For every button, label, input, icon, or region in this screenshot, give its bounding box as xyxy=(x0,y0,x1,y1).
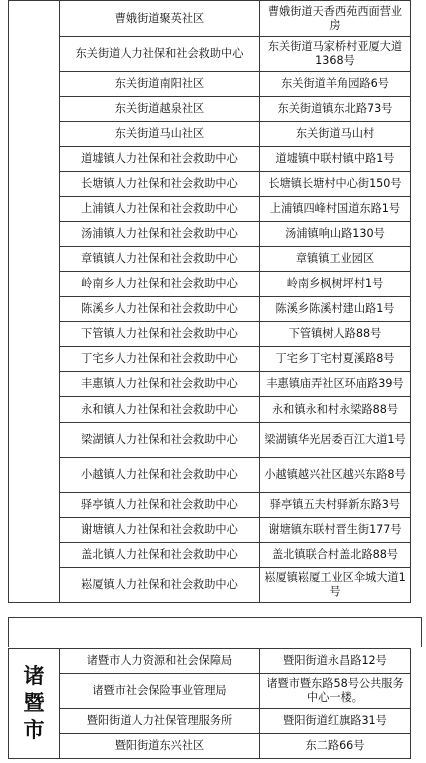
service-name-cell: 永和镇人力社保和社会救助中心 xyxy=(60,397,260,423)
table-row xyxy=(9,347,411,372)
service-address-cell: 小越镇越兴社区越兴东路8号 xyxy=(260,458,411,493)
service-address-cell: 谢塘镇东联村晋生街177号 xyxy=(260,518,411,543)
table-row xyxy=(9,72,411,97)
table-row xyxy=(9,543,411,568)
service-name-cell: 暨阳街道东兴社区 xyxy=(60,734,260,759)
table-row xyxy=(9,147,411,172)
service-address-cell: 丰惠镇庙弄社区环庙路39号 xyxy=(260,372,411,397)
service-name-cell: 暨阳街道人力社保管理服务所 xyxy=(60,709,260,734)
service-name-cell: 驿亭镇人力社保和社会救助中心 xyxy=(60,493,260,518)
service-address-cell: 下管镇树人路88号 xyxy=(260,322,411,347)
table-row xyxy=(9,423,411,458)
service-address-cell: 丁宅乡丁宅村夏溪路8号 xyxy=(260,347,411,372)
service-address-cell: 长塘镇长塘村中心街150号 xyxy=(260,172,411,197)
table-row xyxy=(9,247,411,272)
service-address-cell: 驿亭镇五夫村驿新东路3号 xyxy=(260,493,411,518)
service-name-cell: 丰惠镇人力社保和社会救助中心 xyxy=(60,372,260,397)
table-row xyxy=(9,518,411,543)
service-name-cell: 盖北镇人力社保和社会救助中心 xyxy=(60,543,260,568)
table-row xyxy=(9,734,411,759)
service-name-cell: 梁湖镇人力社保和社会救助中心 xyxy=(60,423,260,458)
table-row xyxy=(9,372,411,397)
service-address-cell: 曹娥街道天香西苑西面营业房 xyxy=(260,1,411,37)
service-address-cell: 东关街道羊角园路6号 xyxy=(260,72,411,97)
service-address-cell: 汤浦镇响山路130号 xyxy=(260,222,411,247)
service-address-cell: 盖北镇联合村盖北路88号 xyxy=(260,543,411,568)
table-section-1 xyxy=(8,0,411,603)
table-row xyxy=(9,172,411,197)
service-name-cell: 陈溪乡人力社保和社会救助中心 xyxy=(60,297,260,322)
service-name-cell: 曹娥街道聚英社区 xyxy=(60,1,260,37)
page-break-gap xyxy=(8,617,422,647)
city-cell: 诸 暨 市 xyxy=(9,649,60,759)
service-address-cell: 东关街道马家桥村亚厦大道1368号 xyxy=(260,37,411,72)
service-address-cell: 上浦镇四峰村国道东路1号 xyxy=(260,197,411,222)
table-row xyxy=(9,1,411,37)
table-row xyxy=(9,37,411,72)
service-name-cell: 东关街道越泉社区 xyxy=(60,97,260,122)
table-row xyxy=(9,222,411,247)
table-row xyxy=(9,649,411,674)
service-name-cell: 东关街道马山社区 xyxy=(60,122,260,147)
service-name-cell: 章镇镇人力社保和社会救助中心 xyxy=(60,247,260,272)
service-name-cell: 道墟镇人力社保和社会救助中心 xyxy=(60,147,260,172)
service-name-cell: 东关街道南阳社区 xyxy=(60,72,260,97)
service-name-cell: 东关街道人力社保和社会救助中心 xyxy=(60,37,260,72)
service-address-cell: 崧厦镇崧厦工业区伞城大道1号 xyxy=(260,568,411,603)
service-address-cell: 诸暨市暨东路58号公共服务中心一楼。 xyxy=(260,674,411,709)
service-name-cell: 崧厦镇人力社保和社会救助中心 xyxy=(60,568,260,603)
table-row xyxy=(9,272,411,297)
table-row xyxy=(9,297,411,322)
table-row xyxy=(9,322,411,347)
table-row xyxy=(9,122,411,147)
service-name-cell: 诸暨市人力资源和社会保障局 xyxy=(60,649,260,674)
service-name-cell: 上浦镇人力社保和社会救助中心 xyxy=(60,197,260,222)
service-address-cell: 道墟镇中联村镇中路1号 xyxy=(260,147,411,172)
service-address-cell: 永和镇永和村永梁路88号 xyxy=(260,397,411,423)
table-row xyxy=(9,493,411,518)
service-name-cell: 丁宅乡人力社保和社会救助中心 xyxy=(60,347,260,372)
service-address-cell: 暨阳街道红旗路31号 xyxy=(260,709,411,734)
service-address-cell: 东关街道马山村 xyxy=(260,122,411,147)
table-row xyxy=(9,568,411,603)
table-row xyxy=(9,709,411,734)
service-name-cell: 下管镇人力社保和社会救助中心 xyxy=(60,322,260,347)
table-row xyxy=(9,674,411,709)
table-row xyxy=(9,97,411,122)
service-name-cell: 谢塘镇人力社保和社会救助中心 xyxy=(60,518,260,543)
service-address-cell: 暨阳街道永昌路12号 xyxy=(260,649,411,674)
service-name-cell: 岭南乡人力社保和社会救助中心 xyxy=(60,272,260,297)
service-name-cell: 诸暨市社会保险事业管理局 xyxy=(60,674,260,709)
service-address-cell: 东二路66号 xyxy=(260,734,411,759)
service-address-cell: 陈溪乡陈溪村建山路1号 xyxy=(260,297,411,322)
service-name-cell: 长塘镇人力社保和社会救助中心 xyxy=(60,172,260,197)
service-name-cell: 汤浦镇人力社保和社会救助中心 xyxy=(60,222,260,247)
table-row xyxy=(9,458,411,493)
service-name-cell: 小越镇人力社保和社会救助中心 xyxy=(60,458,260,493)
service-address-cell: 章镇镇工业园区 xyxy=(260,247,411,272)
service-address-cell: 岭南乡枫树坪村1号 xyxy=(260,272,411,297)
table-section-2 xyxy=(8,648,411,759)
table-row xyxy=(9,197,411,222)
city-cell-empty xyxy=(9,1,60,603)
table-row xyxy=(9,397,411,423)
service-address-cell: 梁湖镇华光居委百江大道1号 xyxy=(260,423,411,458)
service-address-cell: 东关街道镇东北路73号 xyxy=(260,97,411,122)
